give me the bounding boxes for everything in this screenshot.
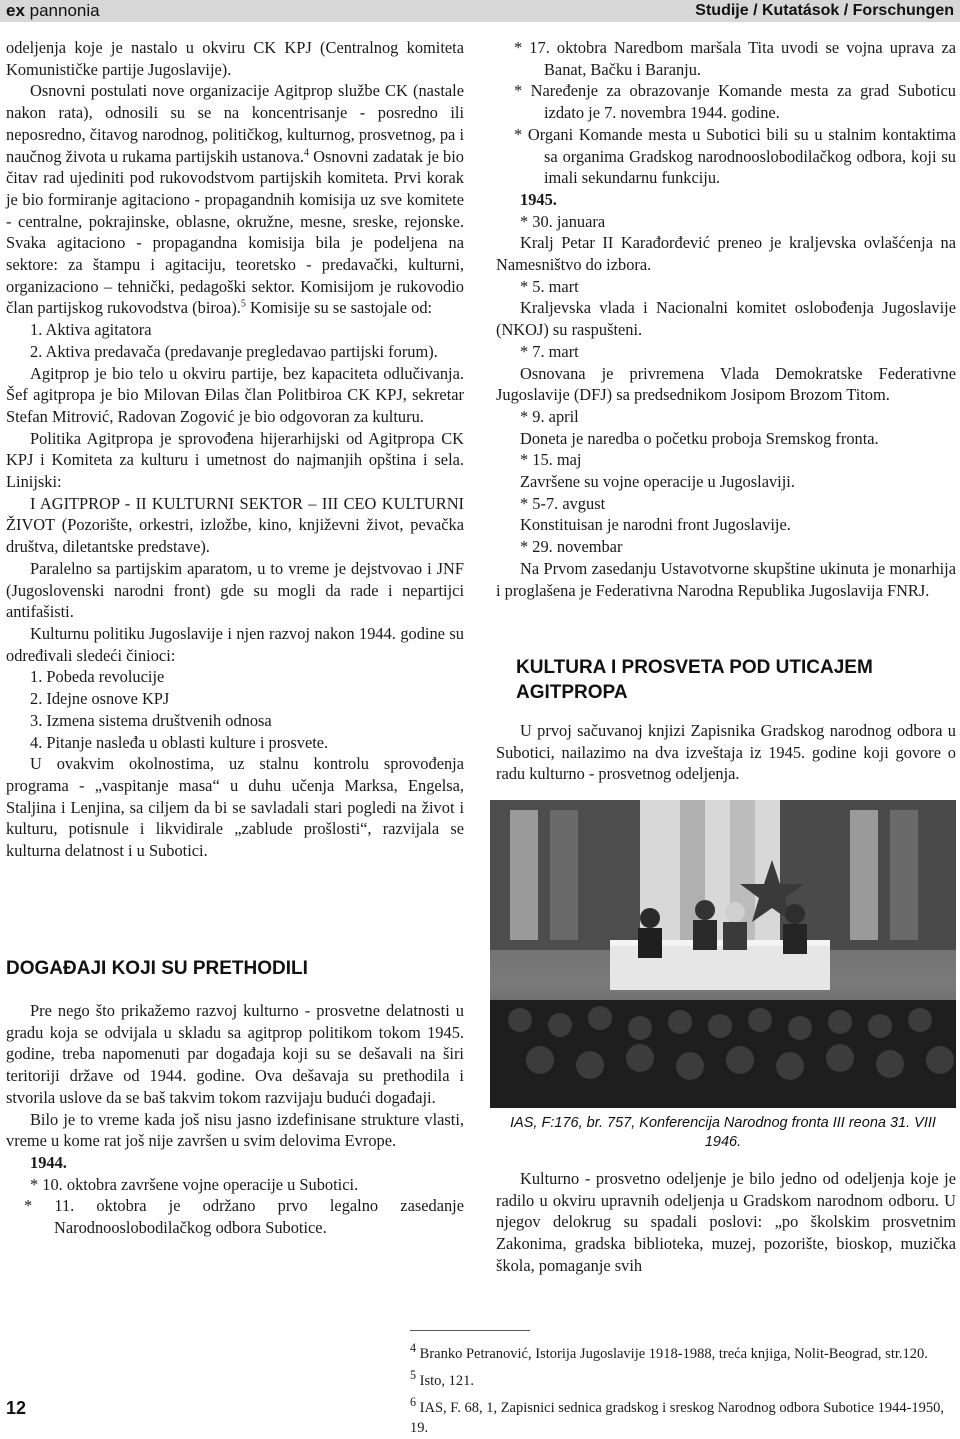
list-item: 2. Idejne osnove KPJ (30, 689, 170, 709)
section-heading: KULTURA I PROSVETA POD UTICAJEM AGITPROPA (516, 657, 873, 703)
year-label: 1945. (520, 189, 557, 209)
date-label: * 29. novembar (520, 537, 623, 557)
list-item: 1. Aktiva agitatora (30, 320, 152, 340)
photo-drawing (490, 800, 956, 1108)
right-bottom (496, 1168, 956, 1277)
event-text: Kraljevska vlada i Nacionalni komitet oslobođenja Jugoslavije (NKOJ) su raspušteni. (496, 298, 956, 340)
paragraph: U ovakvim okolnostima, uz stalnu kontrolu sprovođenja programa - „vaspitanje masa“ u duhu učenja Marksa, Engelsa, Staljina i Lenjina, sa ciljem da bi se savladali stari pogledi na život i kulturu, potisnule i likvidirale „zablude prošlosti“, razvijala se kulturna delatnost i u Subotici. (6, 754, 464, 861)
paragraph: Politika Agitpropa je sprovođena hijerarhijski od Agitpropa CK KPJ i Komiteta za kulturu i umetnost do najmanjih opština i sela. Linijski: (6, 428, 464, 492)
list-item: 1. Pobeda revolucije (30, 667, 165, 687)
event-text: Završene su vojne operacije u Jugoslaviji. (520, 472, 795, 492)
date-label: * 5-7. avgust (520, 493, 606, 513)
date-label: * 30. januara (520, 211, 606, 231)
paragraph: Agitprop je bio telo u okviru partije, bez kapaciteta odlučivanja. Šef agitpropa je bio Milovan Đilas član Politbiroa CK KPJ, sekretar Stefan Mitrović, Radovan Zogović je bio odgovoran za kulturu. (6, 363, 464, 426)
date-label: * 15. maj (520, 450, 582, 470)
right-column (496, 37, 956, 601)
paragraph: Bilo je to vreme kada još nisu jasno izdefinisane strukture vlasti, vreme u kome rat još nije završen u svim delovima Evrope. (6, 1109, 464, 1151)
photo-caption: IAS, F:176, br. 757, Konferencija Narodnog fronta III reona 31. VIII 1946. (510, 1115, 936, 1150)
list-item: 3. Izmena sistema društvenih odnosa (30, 710, 272, 730)
list-item: 2. Aktiva predavača (predavanje pregledavao partijski forum). (30, 341, 438, 361)
paragraph: U prvoj sačuvanoj knjizi Zapisnika Gradskog narodnog odbora u Subotici, nailazimo na dva izveštaja iz 1945. godine koji govore o radu kulturno - prosvetnog odeljenja. (496, 721, 956, 784)
footnote-ref: 4 (303, 147, 309, 159)
left-column (6, 37, 464, 862)
footnote-rule (410, 1330, 530, 1331)
footnote-ref: 5 (240, 298, 246, 310)
footnote: $^5$ Isto, 121. (410, 1367, 475, 1389)
event-text: Doneta je naredba o početku proboja Sremskog fronta. (520, 428, 879, 448)
date-label: * 7. mart (520, 341, 579, 361)
date-label: * 9. april (520, 406, 579, 426)
list-item: * Organi Komande mesta u Subotici bili su u stalnim kontaktima sa organima Gradskog narodnooslobodilačkog odbora, koji su imali sekundarnu funkciju. (514, 124, 956, 188)
paragraph: odeljenja koje je nastalo u okviru CK KPJ (Centralnog komiteta Komunističke partije Jugoslavije). (6, 38, 464, 79)
date-label: * 5. mart (520, 276, 579, 296)
section-title: Studije / Kutatások / Forschungen (695, 2, 954, 19)
paragraph: Osnovni postulati nove organizacije Agitprop službe CK (nastale nakon rata), odnosili su se na koncentrisanje - posredno ili neposredno, čitavog narodnog, političkog, kulturnog, prosvetnog, pa i naučnog života u rukama partijskih ustanova.$^4$ Osnovni zadatak je bio čitav rad ujediniti pod rukovodstvom partijskih komiteta. Prvi korak je bio formiranje agitaciono - propagandnih komisija uz sve komitete - centralne, pokrajinske, oblasne, okružne, mesne, sreske, rejonske. Svaka agitaciono - propagandna komisija bila je podeljena na sektore: za štampu i agitaciju, teoretsko - predavački, kulturni, organizaciono – tehnički, pedagoški sektor. Komisijom je rukovodio član partijskog rukovodstva (biroa).$^5$ Komisije su se sastojale od: (6, 81, 464, 318)
year-label: 1944. (30, 1152, 67, 1172)
paragraph: Kulturno - prosvetno odeljenje je bilo jedno od odeljenja koje je radilo u okviru upravnih odeljenja u Gradskom narodnom odboru. U njegov delokrug su spadali poslovi: „po školskim prosvetnim Zakonima, gradska biblioteka, muzej, pozorište, bioskop, muzička škola, pomaganje svih (496, 1169, 956, 1275)
paragraph: Pre nego što prikažemo razvoj kulturno - prosvetne delatnosti u gradu koja se odvijala u skladu sa agitprop politikom tokom 1945. godine, treba napomenuti par događaja koji su se dešavali na širi teritoriji države od 1944. godine. Ova dešavaja su prethodila i stvorila uslove da se baš takvim tokom razvijaju budući događaji. (6, 1001, 464, 1107)
event-text: Na Prvom zasedanju Ustavotvorne skupštine ukinuta je monarhija i proglašena je Federativna Narodna Republika Jugoslavija FNRJ. (496, 558, 956, 600)
journal-name: ex pannonia (6, 1, 100, 20)
paragraph: Kulturnu politiku Jugoslavije i njen razvoj nakon 1944. godine su određivali sledeći činioci: (6, 623, 464, 665)
list-item: * 10. oktobra završene vojne operacije u Subotici. (30, 1174, 359, 1194)
list-item: 4. Pitanje nasleđa u oblasti kulture i prosvete. (30, 732, 329, 752)
page-number: 12 (6, 1398, 27, 1418)
paragraph: I AGITPROP - II KULTURNI SEKTOR – III CEO KULTURNI ŽIVOT (Pozorište, orkestri, izložbe, kino, književni život, pevačka društva, diletantske predstave). (6, 493, 464, 557)
event-text: Kralj Petar II Karađorđević preneo je kraljevska ovlašćenja na Namesništvo do izbora. (496, 233, 956, 275)
event-text: Konstituisan je narodni front Jugoslavije. (520, 515, 791, 535)
footnote: $^4$ Branko Petranović, Istorija Jugoslavije 1918-1988, treća knjiga, Nolit-Beograd, str.120. (410, 1341, 928, 1362)
list-item: * 17. oktobra Naredbom maršala Tita uvodi se vojna uprava za Banat, Bačku i Baranju. (514, 38, 956, 79)
list-item: * 11. oktobra je održano prvo legalno zasedanje Narodnooslobodilačkog odbora Subotice. (24, 1196, 464, 1238)
right-intro (496, 720, 956, 785)
archive-photo (490, 800, 956, 1108)
list-item: * Naređenje za obrazovanje Komande mesta za grad Suboticu izdato je 7. novembra 1944. godine. (514, 81, 956, 123)
section-heading: DOGAĐAJI KOJI SU PRETHODILI (6, 958, 308, 979)
left-column-bottom (6, 1000, 464, 1239)
event-text: Osnovana je privremena Vlada Demokratske Federativne Jugoslavije (DFJ) sa predsednikom Josipom Brozom Titom. (496, 363, 956, 405)
page-header (0, 0, 960, 22)
footnote: $^6$ IAS, F. 68, 1, Zapisnici sednica gradskog i sreskog Narodnog odbora Subotice 1944-1950, 19. (410, 1394, 945, 1437)
paragraph: Paralelno sa partijskim aparatom, u to vreme je dejstvovao i JNF (Jugoslovenski narodni front) gde su mogli da rade i nepartijci antifašisti. (6, 558, 464, 622)
